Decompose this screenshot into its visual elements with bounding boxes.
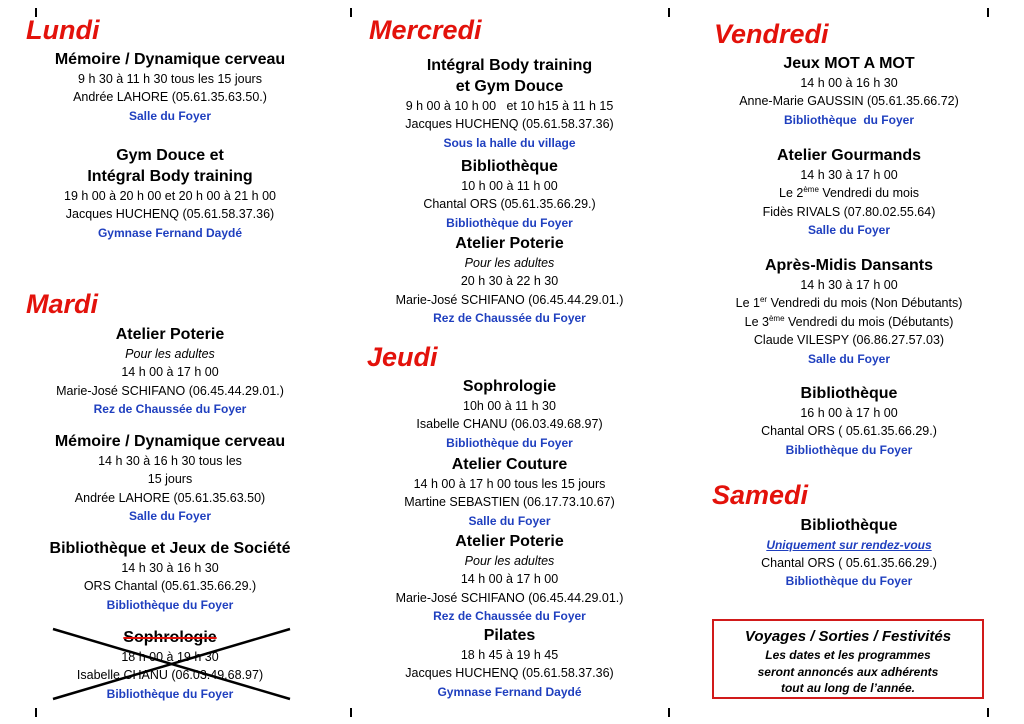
activity-bibliotheque-mardi	[10, 538, 330, 614]
activity-contact: Chantal ORS ( 05.61.35.66.29.)	[761, 556, 937, 570]
appointment-note: Uniquement sur rendez-vous	[766, 538, 932, 552]
activity-time: 14 h 30 à 17 h 00	[800, 168, 898, 182]
fold-mark	[668, 8, 670, 17]
activity-time: 9 h 00 à 10 h 00 et 10 h15 à 11 h 15	[405, 99, 614, 113]
day-heading-jeudi: Jeudi	[367, 342, 438, 372]
activity-place: Rez de Chaussée du Foyer	[93, 402, 247, 417]
activity-bibliotheque-samedi	[690, 515, 1008, 590]
activity-contact: Jacques HUCHENQ (05.61.58.37.36)	[405, 117, 614, 132]
activity-time: 10 h 00 à 11 h 00	[461, 179, 558, 193]
activity-title: Bibliothèque	[800, 385, 898, 402]
activity-schedule: Le 3ème Vendredi du mois (Débutants)	[744, 313, 954, 329]
activity-place: Bibliothèque du Foyer	[783, 112, 914, 127]
activity-schedule: Le 1er Vendredi du mois (Non Débutants)	[735, 295, 963, 311]
activity-time: 18 h 45 à 19 h 45	[460, 648, 559, 662]
activity-contact: Marie-José SCHIFANO (06.45.44.29.01.)	[395, 292, 624, 307]
activity-place: Rez de Chaussée du Foyer	[433, 609, 586, 624]
activity-place: Bibliothèque du Foyer	[106, 686, 234, 701]
activity-gym-lundi	[10, 145, 330, 242]
activity-contact: Jacques HUCHENQ (05.61.58.37.36)	[405, 666, 614, 681]
activity-title: Bibliothèque et Jeux de Société	[49, 540, 291, 557]
activity-contact: Jacques HUCHENQ (05.61.58.37.36)	[65, 207, 275, 222]
activity-bibliotheque-vendredi	[690, 383, 1008, 459]
activity-time: 16 h 00 à 17 h 00	[800, 406, 898, 420]
activity-contact: Isabelle CHANU (06.03.49.68.97)	[416, 417, 603, 432]
activity-place: Bibliothèque du Foyer	[446, 435, 573, 450]
activity-title: Atelier Couture	[451, 456, 568, 473]
fold-mark	[987, 8, 989, 17]
activity-place: Sous la halle du village	[443, 135, 576, 150]
activity-contact: Andrée LAHORE (05.61.35.63.50.)	[73, 90, 267, 105]
activity-place: Salle du Foyer	[807, 223, 891, 238]
activity-apres-midis-dansants	[690, 255, 1008, 368]
activity-title: Atelier Poterie	[455, 533, 564, 550]
activity-title: Pilates	[483, 627, 536, 644]
activity-title: Intégral Body training	[426, 57, 593, 74]
activity-body-training-mercredi	[347, 55, 672, 152]
activity-time: 14 h 00 à 16 h 30	[800, 76, 898, 90]
activity-poterie-mardi	[10, 324, 330, 418]
activity-time: 14 h 30 à 16 h 30 tous les	[98, 454, 242, 468]
day-heading-mercredi: Mercredi	[369, 15, 482, 45]
activity-place: Salle du Foyer	[468, 513, 551, 528]
activity-place: Gymnase Fernand Daydé	[437, 684, 582, 699]
activity-time: 10h 00 à 11 h 30	[463, 399, 556, 413]
activity-title: Jeux MOT A MOT	[783, 55, 915, 72]
activity-contact: Andrée LAHORE (05.61.35.63.50)	[74, 490, 266, 505]
activity-contact: ORS Chantal (05.61.35.66.29.)	[83, 579, 257, 594]
voyages-line: Les dates et les programmes	[765, 648, 931, 662]
activity-contact: Marie-José SCHIFANO (06.45.44.29.01.)	[56, 383, 284, 398]
activity-title: Gym Douce et	[116, 147, 224, 164]
activity-place: Bibliothèque du Foyer	[106, 597, 234, 612]
activity-title: Sophrologie	[462, 378, 557, 395]
activity-jeux-mot-a-mot	[690, 53, 1008, 129]
activity-title: Mémoire / Dynamique cerveau	[54, 433, 286, 450]
activity-poterie-jeudi	[347, 531, 672, 625]
activity-time: 14 h 00 à 17 h 00	[460, 572, 559, 587]
activity-time: 14 h 00 à 17 h 00	[121, 365, 219, 380]
activity-contact: Chantal ORS (05.61.35.66.29.)	[423, 197, 596, 212]
activity-title: Après-Midis Dansants	[764, 257, 934, 274]
activity-place: Rez de Chaussée du Foyer	[433, 311, 586, 326]
activity-subtitle: Pour les adultes	[464, 554, 555, 568]
fold-mark	[350, 708, 352, 717]
voyages-info-box	[712, 619, 984, 699]
activity-title: Atelier Poterie	[115, 326, 225, 343]
voyages-title: Voyages / Sorties / Festivités	[744, 628, 952, 645]
activity-title: Atelier Poterie	[455, 235, 564, 252]
activity-schedule: Le 2ème Vendredi du mois	[779, 185, 919, 201]
activity-time: 14 h 00 à 17 h 00 tous les 15 jours	[413, 477, 606, 491]
activity-place: Salle du Foyer	[128, 108, 212, 123]
voyages-line: tout au long de l’année.	[780, 681, 915, 695]
activity-title: et Gym Douce	[455, 78, 564, 95]
activity-place: Salle du Foyer	[807, 351, 891, 366]
activity-title: Bibliothèque	[800, 517, 898, 534]
day-heading-vendredi: Vendredi	[714, 19, 829, 49]
voyages-line: seront annoncés aux adhérents	[757, 664, 939, 679]
activity-atelier-gourmands	[690, 145, 1008, 239]
activity-title: Mémoire / Dynamique cerveau	[54, 51, 286, 68]
activity-contact: Chantal ORS ( 05.61.35.66.29.)	[761, 424, 937, 439]
day-heading-samedi: Samedi	[712, 480, 809, 510]
activity-time: 15 jours	[147, 472, 193, 487]
activity-contact: Isabelle CHANU (06.03.49.68.97)	[76, 668, 264, 683]
activity-place: Gymnase Fernand Daydé	[97, 225, 243, 240]
activity-contact: Marie-José SCHIFANO (06.45.44.29.01.)	[395, 590, 624, 605]
activity-time: 18 h 00 à 19 h 30	[121, 650, 219, 664]
activity-bibliotheque-mercredi	[347, 156, 672, 232]
day-heading-lundi: Lundi	[26, 15, 100, 45]
activity-time: 14 h 30 à 16 h 30	[121, 561, 219, 575]
fold-mark	[668, 708, 670, 717]
day-heading-mardi: Mardi	[26, 289, 99, 319]
activity-sophrologie-jeudi	[347, 376, 672, 452]
activity-place: Bibliothèque du Foyer	[785, 442, 913, 457]
activity-subtitle: Pour les adultes	[464, 256, 555, 270]
activity-contact: Anne-Marie GAUSSIN (05.61.35.66.72)	[739, 94, 959, 109]
cancel-cross-icon	[50, 626, 295, 702]
activity-contact: Fidès RIVALS (07.80.02.55.64)	[762, 204, 936, 219]
activity-contact: Claude VILESPY (06.86.27.57.03)	[753, 333, 945, 348]
fold-mark	[987, 708, 989, 717]
fold-mark	[35, 708, 37, 717]
activity-place: Salle du Foyer	[128, 509, 212, 524]
activity-subtitle: Pour les adultes	[125, 347, 215, 361]
activity-memoire-lundi	[10, 49, 330, 125]
activity-place: Bibliothèque du Foyer	[446, 215, 573, 230]
activity-pilates-jeudi	[347, 625, 672, 701]
activity-time: 9 h 30 à 11 h 30 tous les 15 jours	[78, 72, 262, 86]
activity-poterie-mercredi	[347, 233, 672, 327]
activity-time: 20 h 30 à 22 h 30	[460, 274, 559, 289]
activity-title: Bibliothèque	[461, 158, 558, 175]
activity-time: 14 h 30 à 17 h 00	[800, 278, 898, 292]
activity-title: Intégral Body training	[87, 168, 253, 185]
fold-mark	[350, 8, 352, 17]
activity-couture-jeudi	[347, 454, 672, 530]
activity-place: Bibliothèque du Foyer	[785, 574, 913, 589]
activity-title: Sophrologie	[123, 629, 217, 646]
activity-contact: Martine SEBASTIEN (06.17.73.10.67)	[404, 495, 615, 510]
activity-title: Atelier Gourmands	[776, 147, 922, 164]
activity-memoire-mardi	[10, 431, 330, 525]
activity-time: 19 h 00 à 20 h 00 et 20 h 00 à 21 h 00	[64, 189, 276, 203]
